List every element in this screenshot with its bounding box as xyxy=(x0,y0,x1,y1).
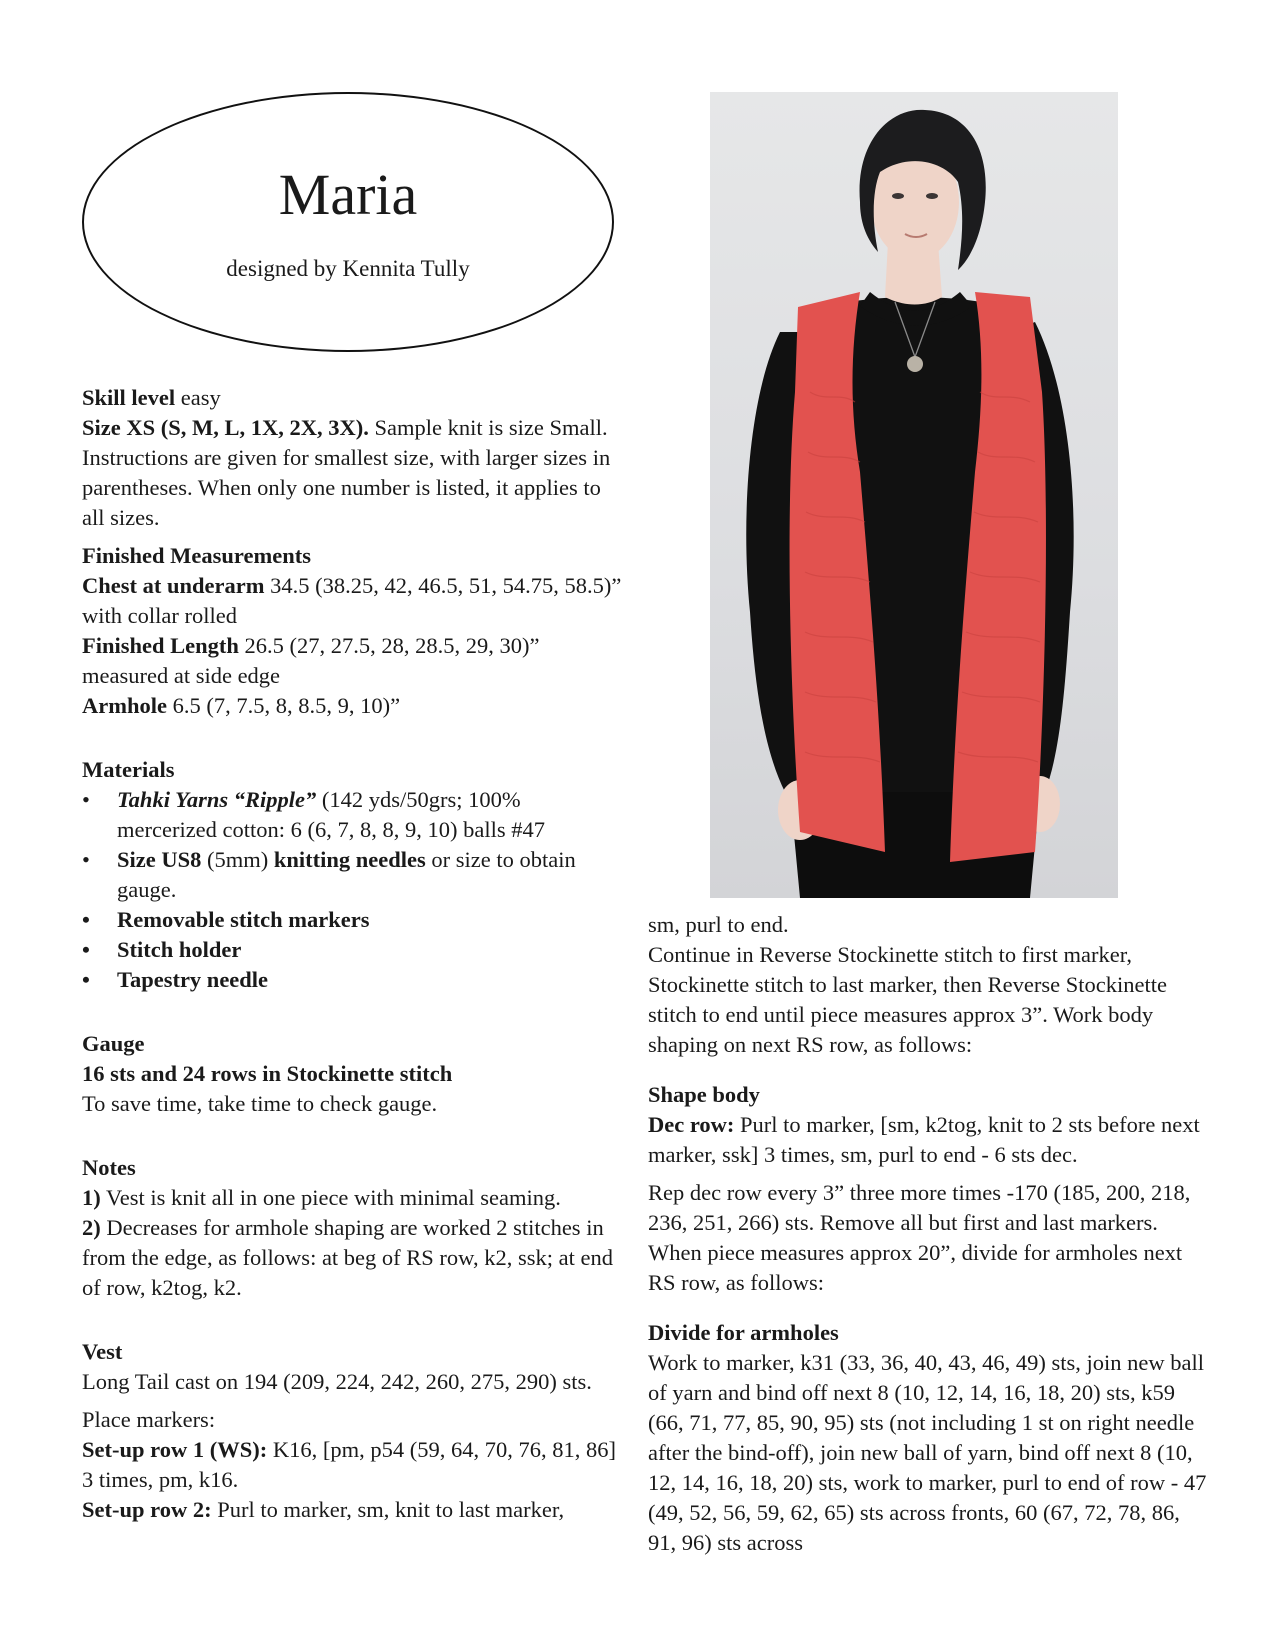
setup-row-1-label: Set-up row 1 (WS): xyxy=(82,1437,268,1462)
length-value: 26.5 (27, 27.5, 28, 28.5, 29, 30)” measured at side edge xyxy=(82,633,540,688)
setup-row-1 xyxy=(82,1435,622,1495)
size-text: Sample knit is size Small. Instructions are given for smallest size, with larger sizes in parentheses. When only one number is listed, it applies to all sizes. xyxy=(82,415,611,530)
yarn-label: Tahki Yarns “Ripple” xyxy=(117,787,317,812)
size-info xyxy=(82,413,622,533)
length-label: Finished Length xyxy=(82,633,239,658)
designer-credit: designed by Kennita Tully xyxy=(226,256,470,281)
notes-heading: Notes xyxy=(82,1155,136,1180)
gauge-heading: Gauge xyxy=(82,1031,145,1056)
note-1 xyxy=(82,1183,622,1213)
dec-row xyxy=(648,1110,1208,1170)
shape-body-heading: Shape body xyxy=(648,1082,760,1107)
needle-label: knitting needles xyxy=(273,847,426,872)
list-item xyxy=(82,845,622,905)
note-2-text: Decreases for armhole shaping are worked 2 stitches in from the edge, as follows: at beg of RS row, k2, ssk; at end of row, k2tog, k2. xyxy=(82,1215,613,1300)
setup-row-2-label: Set-up row 2: xyxy=(82,1497,212,1522)
length-measurement xyxy=(82,631,622,691)
note-2 xyxy=(82,1213,622,1303)
needle-mm: (5mm) xyxy=(201,847,274,872)
divide-armholes-text: Work to marker, k31 (33, 36, 40, 43, 46, 49) sts, join new ball of yarn and bind off next 8 (10, 12, 14, 16, 18, 20) sts, k59 (66, 71, 77, 85, 90, 95) sts (not including 1 st on right needle after the bind-off), join new ball of yarn, bind off next 8 (10, 12, 14, 16, 18, 20) sts, work to marker, purl to end of row - 47 (49, 52, 56, 59, 62, 65) sts across fronts, 60 (67, 72, 78, 86, 91, 96) sts across xyxy=(648,1350,1207,1555)
left-column xyxy=(82,383,622,1525)
skill-level xyxy=(82,383,622,413)
setup-row-2-continued: sm, purl to end. xyxy=(648,912,789,937)
place-markers: Place markers: xyxy=(82,1407,216,1432)
skill-value: easy xyxy=(175,385,221,410)
chest-measurement xyxy=(82,571,622,631)
needle-value: or size to obtain gauge. xyxy=(117,847,576,902)
setup-row-1-text: K16, [pm, p54 (59, 64, 70, 76, 81, 86] 3 times, pm, k16. xyxy=(82,1437,616,1492)
model-photo xyxy=(710,92,1118,898)
chest-value: 34.5 (38.25, 42, 46.5, 51, 54.75, 58.5)” with collar rolled xyxy=(82,573,622,628)
size-label: Size XS (S, M, L, 1X, 2X, 3X). xyxy=(82,415,369,440)
armhole-value: 6.5 (7, 7.5, 8, 8.5, 9, 10)” xyxy=(166,693,401,718)
materials-heading: Materials xyxy=(82,757,175,782)
right-column xyxy=(648,910,1208,1558)
chest-label: Chest at underarm xyxy=(82,573,265,598)
gauge-note: To save time, take time to check gauge. xyxy=(82,1091,438,1116)
dec-row-text: Purl to marker, [sm, k2tog, knit to 2 sts before next marker, ssk] 3 times, sm, purl to end - 6 sts dec. xyxy=(648,1112,1200,1167)
armhole-measurement xyxy=(82,691,622,721)
continue-text: Continue in Reverse Stockinette stitch to first marker, Stockinette stitch to last marker, then Reverse Stockinette stitch to end until piece measures approx 3”. Work body shaping on next RS row, as follows: xyxy=(648,942,1167,1057)
list-item: • Stitch holder xyxy=(82,935,622,965)
list-item xyxy=(82,785,622,845)
needle-size-label: Size US8 xyxy=(117,847,202,872)
repeat-text: Rep dec row every 3” three more times -170 (185, 200, 218, 236, 251, 266) sts. Remove all but first and last markers. When piece measures approx 20”, divide for armholes next RS row, as follows: xyxy=(648,1180,1191,1295)
measurements-heading: Finished Measurements xyxy=(82,543,311,568)
list-item: • Removable stitch markers xyxy=(82,905,622,935)
setup-row-2 xyxy=(82,1495,622,1525)
gauge-spec: 16 sts and 24 rows in Stockinette stitch xyxy=(82,1061,453,1086)
yarn-value: (142 yds/50grs; 100% mercerized cotton: 6 (6, 7, 8, 8, 9, 10) balls #47 xyxy=(117,787,546,842)
note-2-label: 2) xyxy=(82,1215,101,1240)
vest-heading: Vest xyxy=(82,1339,123,1364)
divide-armholes-heading: Divide for armholes xyxy=(648,1320,839,1345)
armhole-label: Armhole xyxy=(82,693,167,718)
dec-row-label: Dec row: xyxy=(648,1112,735,1137)
skill-label: Skill level xyxy=(82,385,176,410)
note-1-label: 1) xyxy=(82,1185,101,1210)
list-item: • Tapestry needle xyxy=(82,965,622,995)
setup-row-2-text: Purl to marker, sm, knit to last marker, xyxy=(211,1497,565,1522)
pattern-title: Maria xyxy=(278,162,418,227)
cast-on: Long Tail cast on 194 (209, 224, 242, 260, 275, 290) sts. xyxy=(82,1369,592,1394)
model-illustration xyxy=(710,92,1118,898)
note-1-text: Vest is knit all in one piece with minimal seaming. xyxy=(100,1185,561,1210)
materials-list xyxy=(82,785,622,995)
